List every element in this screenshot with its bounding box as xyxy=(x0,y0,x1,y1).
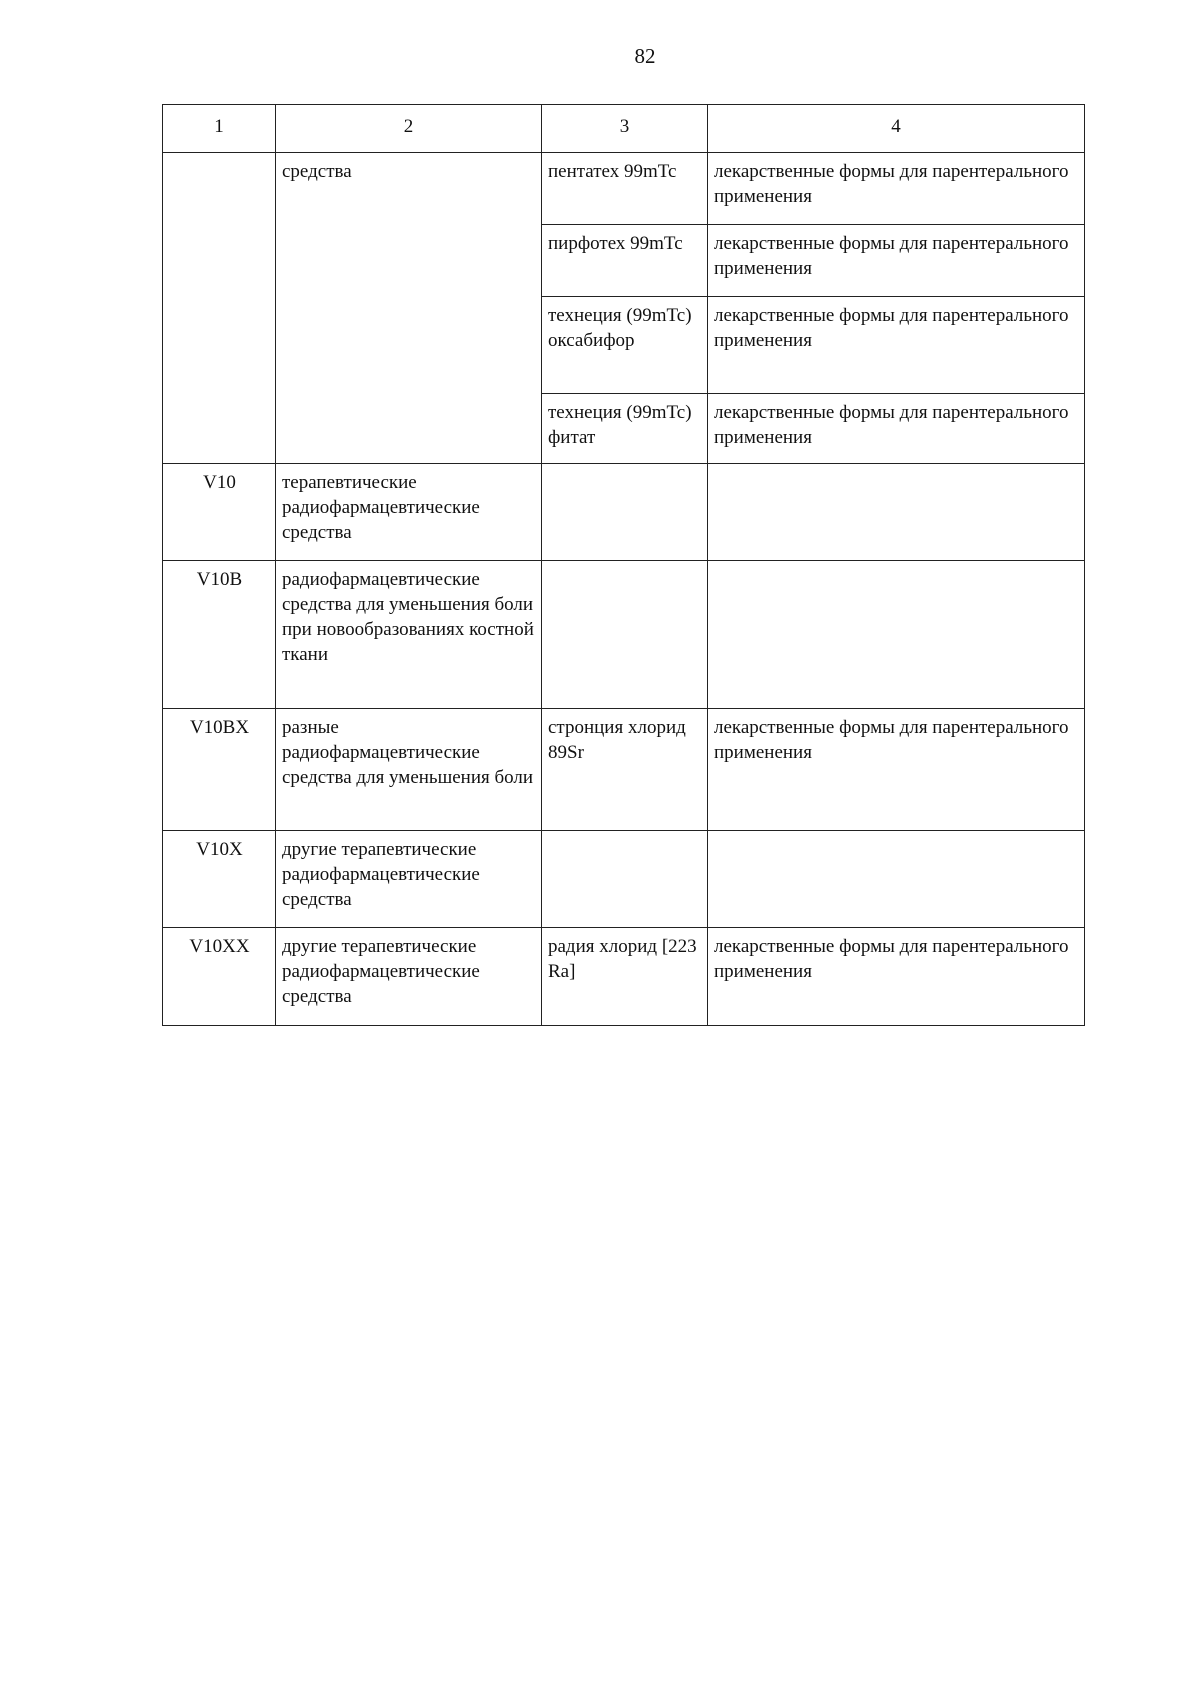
column-header-1: 1 xyxy=(163,105,276,153)
drug-cell xyxy=(542,831,708,928)
column-header-2: 2 xyxy=(276,105,542,153)
drug-cell: технеция (99mTc) фитат xyxy=(542,394,708,464)
column-header-4: 4 xyxy=(708,105,1085,153)
form-cell: лекарственные формы для парентерального применения xyxy=(708,153,1085,225)
name-cell: радиофармацевтические средства для уменьшения боли при новообразованиях костной ткани xyxy=(276,561,542,709)
table-row xyxy=(163,464,1085,561)
table-header-row xyxy=(163,105,1085,153)
form-cell xyxy=(708,831,1085,928)
drug-cell xyxy=(542,464,708,561)
code-cell: V10X xyxy=(163,831,276,928)
page-number: 82 xyxy=(634,44,656,68)
medication-table xyxy=(162,104,1085,1026)
table-row xyxy=(163,831,1085,928)
name-cell: средства xyxy=(276,153,542,464)
drug-cell: технеция (99mTc) оксабифор xyxy=(542,297,708,394)
name-cell: терапевтические радиофармацевтические средства xyxy=(276,464,542,561)
name-cell: разные радиофармацевтические средства для уменьшения боли xyxy=(276,709,542,831)
code-cell: V10BX xyxy=(163,709,276,831)
table-row xyxy=(163,709,1085,831)
drug-cell: пентатех 99mTc xyxy=(542,153,708,225)
form-cell: лекарственные формы для парентерального применения xyxy=(708,225,1085,297)
form-cell: лекарственные формы для парентерального применения xyxy=(708,709,1085,831)
form-cell xyxy=(708,464,1085,561)
table-row xyxy=(163,153,1085,225)
drug-cell: радия хлорид [223 Ra] xyxy=(542,928,708,1026)
column-header-3: 3 xyxy=(542,105,708,153)
name-cell: другие терапевтические радиофармацевтические средства xyxy=(276,831,542,928)
form-cell: лекарственные формы для парентерального применения xyxy=(708,394,1085,464)
code-cell: V10XX xyxy=(163,928,276,1026)
name-cell: другие терапевтические радиофармацевтические средства xyxy=(276,928,542,1026)
code-cell: V10 xyxy=(163,464,276,561)
form-cell xyxy=(708,561,1085,709)
drug-cell: стронция хлорид 89Sr xyxy=(542,709,708,831)
form-cell: лекарственные формы для парентерального применения xyxy=(708,297,1085,394)
drug-cell: пирфотех 99mTc xyxy=(542,225,708,297)
table-row xyxy=(163,928,1085,1026)
form-cell: лекарственные формы для парентерального применения xyxy=(708,928,1085,1026)
code-cell xyxy=(163,153,276,464)
code-cell: V10B xyxy=(163,561,276,709)
drug-cell xyxy=(542,561,708,709)
table-row xyxy=(163,561,1085,709)
